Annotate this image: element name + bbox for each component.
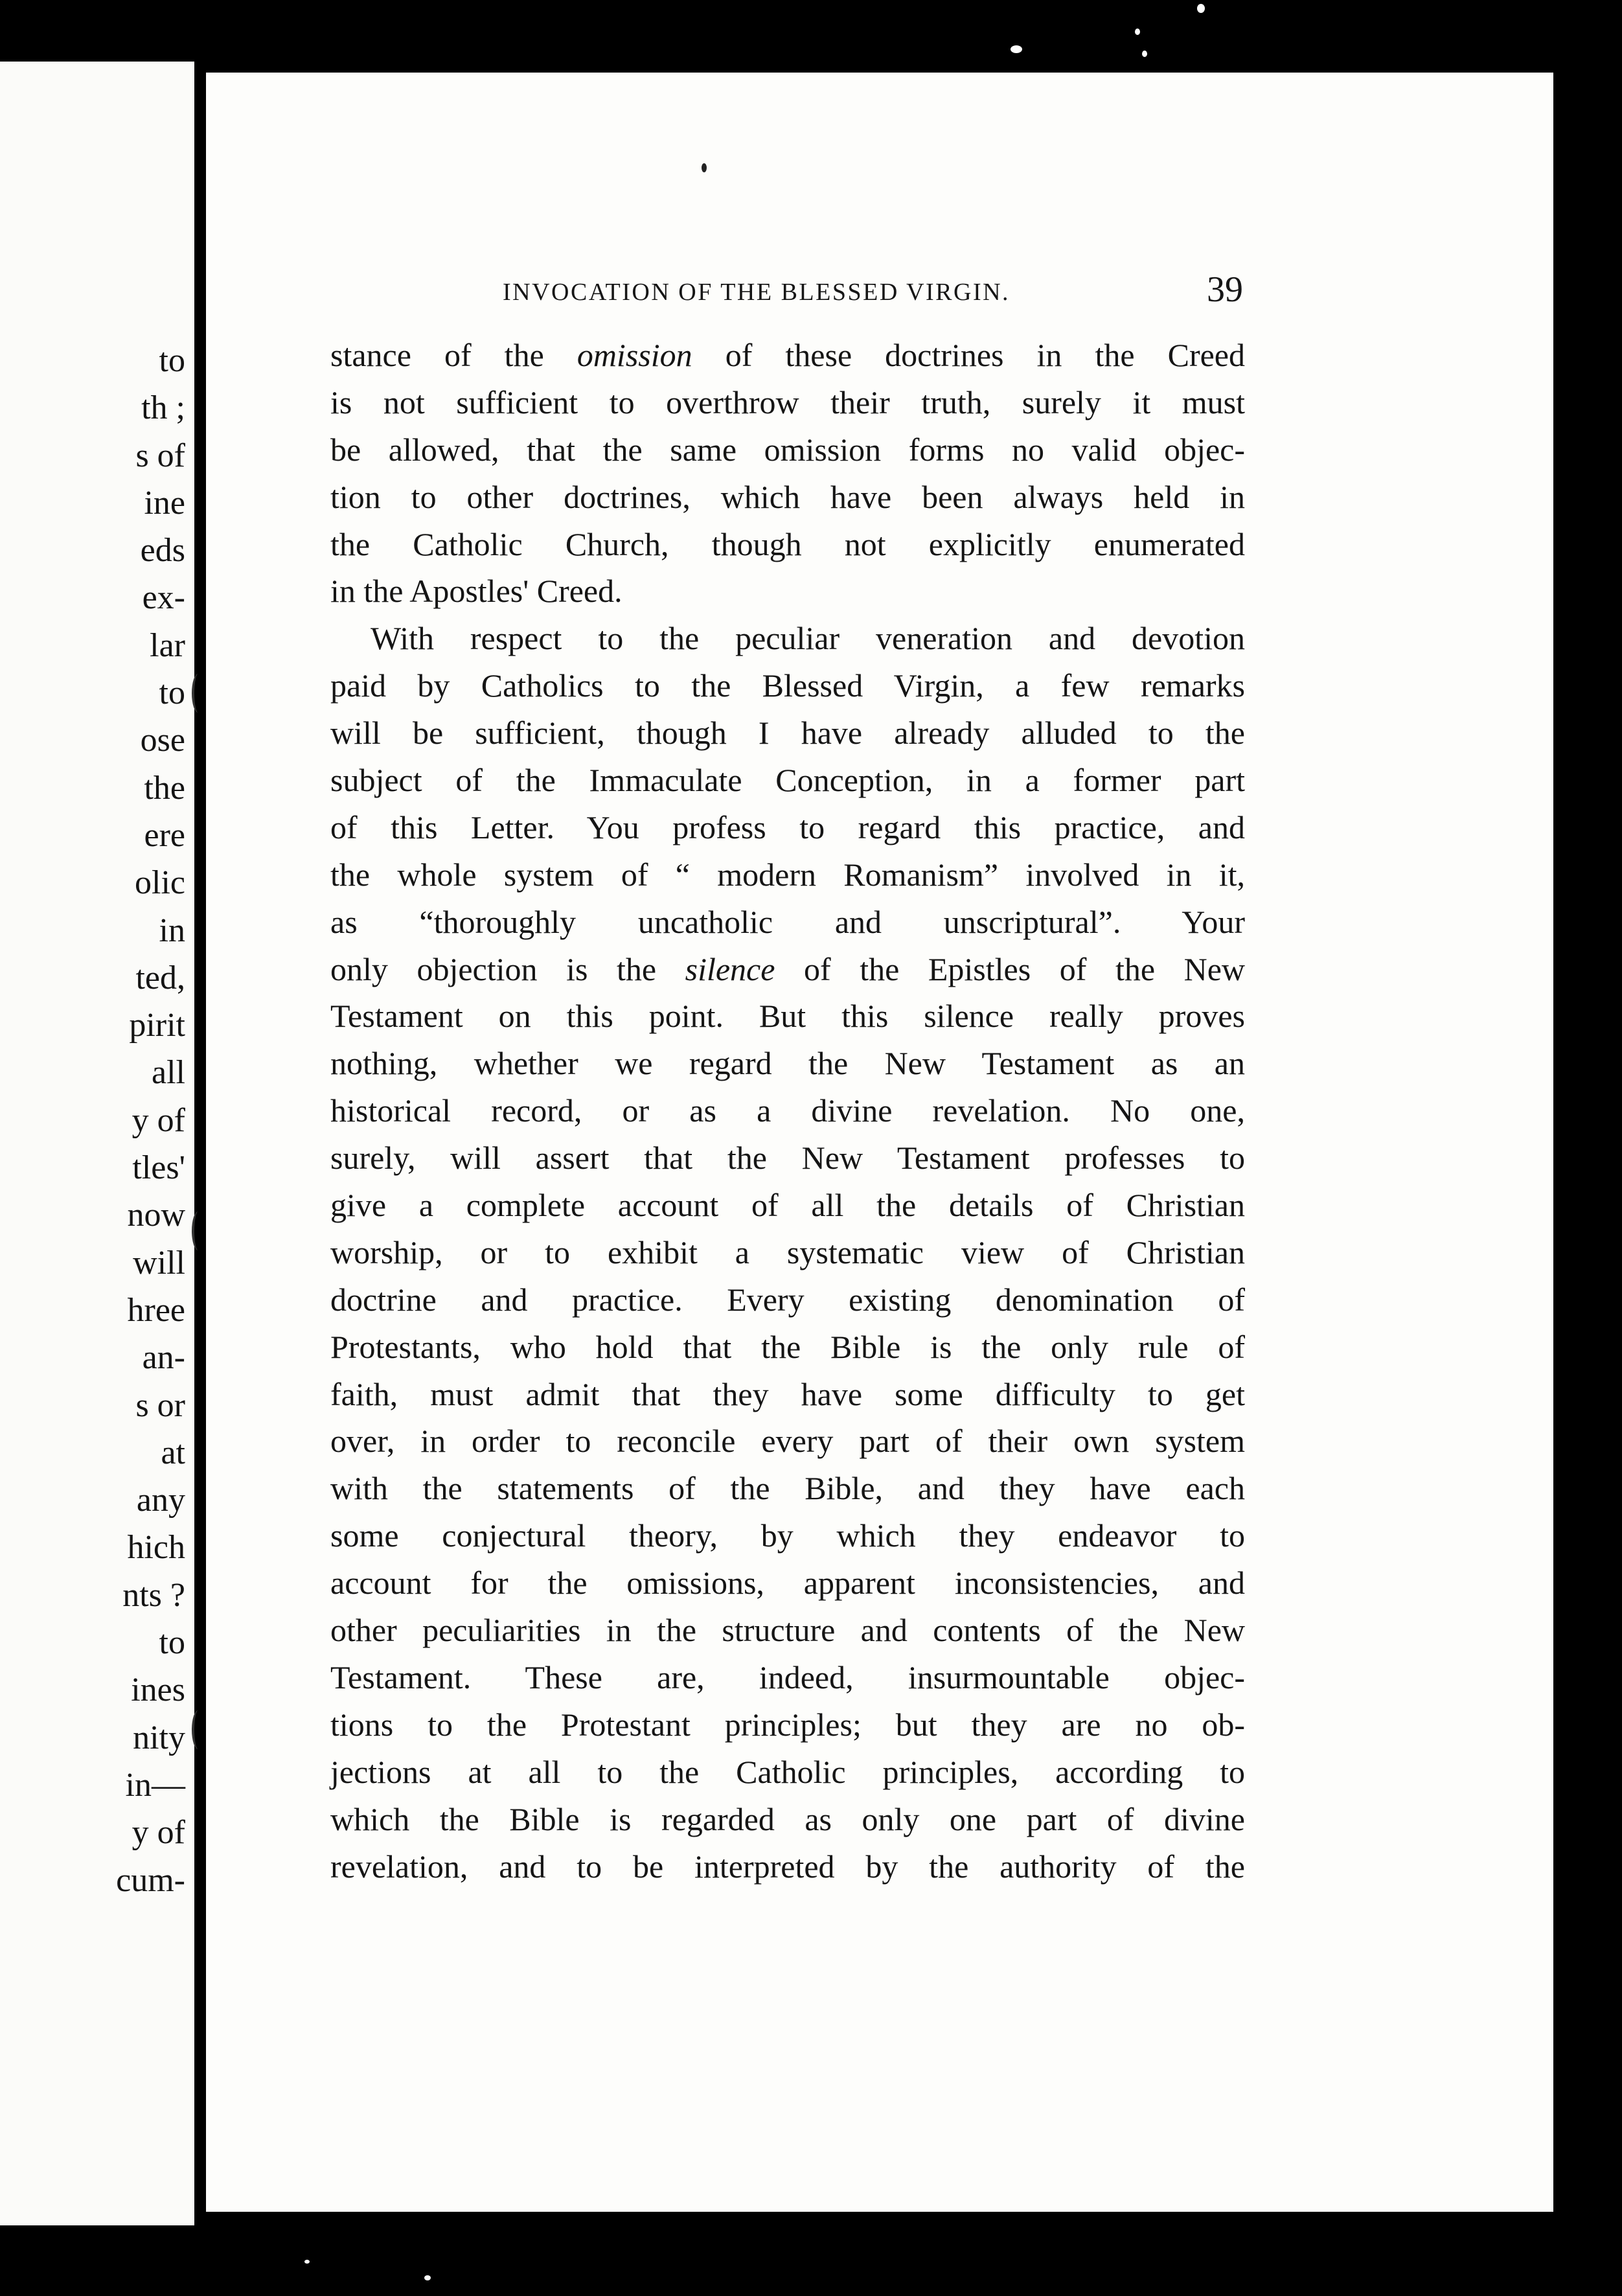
scan-speck: [424, 2275, 431, 2280]
body-line-text: the whole system of “ modern Romanism” involved in it,: [330, 856, 1245, 893]
left-page-fragment: s of: [135, 437, 185, 474]
body-line: [330, 1371, 1245, 1418]
left-page-fragment: any: [136, 1482, 185, 1519]
body-line-text: the Catholic Church, though not explicitly enumerated: [330, 525, 1245, 562]
body-line: [330, 1512, 1245, 1559]
body-line-text: in the Apostles' Creed.: [330, 573, 623, 610]
binding-mark: [192, 1211, 205, 1250]
body-line-text: with the statements of the Bible, and they have each: [330, 1470, 1245, 1507]
body-line-text: surely, will assert that the New Testament professes to: [330, 1140, 1245, 1177]
body-line: [330, 1607, 1245, 1654]
body-line-text: tion to other doctrines, which have been always held in: [330, 478, 1245, 515]
left-page-fragment: ine: [144, 484, 185, 522]
running-head: [206, 269, 1242, 308]
body-text: [330, 332, 1245, 1890]
left-page-fragment: nity: [133, 1719, 185, 1756]
body-line: [330, 1276, 1245, 1324]
left-page-fragment: to: [159, 674, 185, 712]
scan-speck: [1135, 29, 1140, 35]
body-line-text: account for the omissions, apparent inconsistencies, and: [330, 1565, 1245, 1601]
body-line-text: only objection is the: [330, 950, 685, 987]
body-line: [330, 521, 1245, 568]
body-line-text: With respect to the peculiar veneration and devotion: [371, 620, 1245, 657]
left-page-fragment: eds: [140, 532, 185, 569]
left-page-fragment: ere: [144, 816, 185, 854]
body-line: [330, 1701, 1245, 1749]
body-line-text: tions to the Protestant principles; but they are no ob-: [330, 1706, 1245, 1743]
running-head-title: INVOCATION OF THE BLESSED VIRGIN.: [503, 279, 1011, 306]
body-line: [330, 1040, 1245, 1087]
body-line-text: as “thoroughly uncatholic and unscriptural”. Your: [330, 903, 1245, 940]
body-line: [330, 946, 1245, 993]
body-line-text: which the Bible is regarded as only one part of divine: [330, 1800, 1245, 1837]
body-line-text: be allowed, that the same omission forms no valid objec-: [330, 431, 1245, 468]
body-line: [330, 1418, 1245, 1465]
body-line: [330, 379, 1245, 426]
right-page: [206, 73, 1553, 2212]
left-page-fragment: th ;: [141, 389, 185, 427]
body-line-text: revelation, and to be interpreted by the authority of the: [330, 1848, 1245, 1885]
left-page-fragment: will: [133, 1244, 185, 1281]
binding-mark: [192, 1710, 205, 1749]
body-line-text: doctrine and practice. Every existing denomination of: [330, 1281, 1245, 1318]
page-number: 39: [1207, 270, 1243, 310]
left-page-fragment: nts ?: [122, 1576, 185, 1614]
body-line-text: give a complete account of all the details of Christian: [330, 1187, 1245, 1224]
left-page-text-fragments: [116, 337, 185, 1904]
body-line-text: other peculiarities in the structure and contents of the New: [330, 1612, 1245, 1649]
left-page-fragment: hich: [127, 1529, 185, 1567]
left-page-fragment: to: [159, 1624, 185, 1662]
left-page-fragment: s or: [135, 1386, 185, 1424]
left-page-fragment: in—: [125, 1766, 185, 1804]
body-line-text: over, in order to reconcile every part of their own system: [330, 1423, 1245, 1460]
body-line: [330, 1749, 1245, 1796]
body-line: [330, 1465, 1245, 1512]
left-page-fragment: an-: [142, 1339, 185, 1377]
body-line-emphasis: silence: [685, 950, 775, 987]
body-line-text: jections at all to the Catholic principles, according to: [330, 1753, 1245, 1790]
body-line: [330, 993, 1245, 1040]
body-line: [330, 568, 1245, 615]
body-line: [330, 1559, 1245, 1607]
left-page-fragment: all: [152, 1054, 185, 1092]
body-line: [330, 1654, 1245, 1701]
body-line: [330, 1229, 1245, 1276]
left-page-fragment: ines: [131, 1671, 185, 1709]
body-line: [330, 1087, 1245, 1134]
body-line: [330, 899, 1245, 946]
body-line-text: will be sufficient, though I have already alluded to the: [330, 715, 1245, 752]
left-page-fragment: hree: [127, 1291, 185, 1329]
body-line-text: worship, or to exhibit a systematic view of Christian: [330, 1234, 1245, 1270]
left-page-fragment: lar: [150, 626, 185, 664]
body-line: [330, 757, 1245, 804]
body-line-text: Protestants, who hold that the Bible is the only rule of: [330, 1328, 1245, 1365]
body-line-text: subject of the Immaculate Conception, in a former part: [330, 762, 1245, 799]
body-line: [330, 332, 1245, 379]
ink-speck: [702, 163, 707, 172]
body-line-text: stance of the: [330, 337, 577, 373]
body-line: [330, 1324, 1245, 1371]
body-line-text: Testament. These are, indeed, insurmountable objec-: [330, 1659, 1245, 1695]
body-line-text: paid by Catholics to the Blessed Virgin, a few remarks: [330, 667, 1245, 704]
body-line-text: some conjectural theory, by which they endeavor to: [330, 1517, 1245, 1554]
left-page-edge: [0, 62, 194, 2225]
left-page-fragment: the: [144, 769, 185, 807]
left-page-fragment: cum-: [116, 1861, 185, 1899]
body-line-text: historical record, or as a divine revelation. No one,: [330, 1092, 1245, 1129]
body-line: [330, 1134, 1245, 1182]
body-line: [330, 474, 1245, 521]
left-page-fragment: at: [161, 1434, 185, 1471]
body-line: [330, 804, 1245, 851]
body-line-text: of these doctrines in the Creed: [692, 337, 1245, 373]
left-page-fragment: y of: [131, 1814, 185, 1852]
body-line: [330, 1182, 1245, 1229]
body-line: [330, 426, 1245, 474]
body-line: [330, 1796, 1245, 1843]
body-line-emphasis: omission: [577, 337, 692, 373]
body-line-text: of this Letter. You profess to regard this practice, and: [330, 809, 1245, 845]
left-page-fragment: pirit: [129, 1007, 185, 1044]
left-page-fragment: olic: [135, 864, 185, 902]
left-page-fragment: ose: [140, 722, 185, 759]
left-page-fragment: in: [159, 912, 185, 949]
body-line-text: of the Epistles of the New: [775, 950, 1246, 987]
body-line: [330, 709, 1245, 757]
body-line-text: faith, must admit that they have some difficulty to get: [330, 1375, 1245, 1412]
binding-mark: [192, 674, 205, 713]
left-page-fragment: ex-: [142, 579, 185, 617]
body-line: [330, 1843, 1245, 1890]
left-page-fragment: y of: [131, 1101, 185, 1139]
scan-speck: [1197, 4, 1205, 13]
scan-speck: [304, 2260, 310, 2264]
scan-speck: [1142, 51, 1147, 57]
body-line-text: Testament on this point. But this silence really proves: [330, 998, 1245, 1035]
left-page-fragment: now: [127, 1197, 185, 1234]
body-line-text: is not sufficient to overthrow their truth, surely it must: [330, 384, 1245, 420]
left-page-fragment: to: [159, 342, 185, 379]
body-line: [330, 662, 1245, 709]
scan-speck: [1011, 45, 1022, 53]
left-page-fragment: ted,: [135, 959, 185, 996]
body-line: [330, 851, 1245, 899]
body-line: [330, 615, 1245, 662]
left-page-fragment: tles': [132, 1149, 185, 1187]
body-line-text: nothing, whether we regard the New Testament as an: [330, 1045, 1245, 1082]
